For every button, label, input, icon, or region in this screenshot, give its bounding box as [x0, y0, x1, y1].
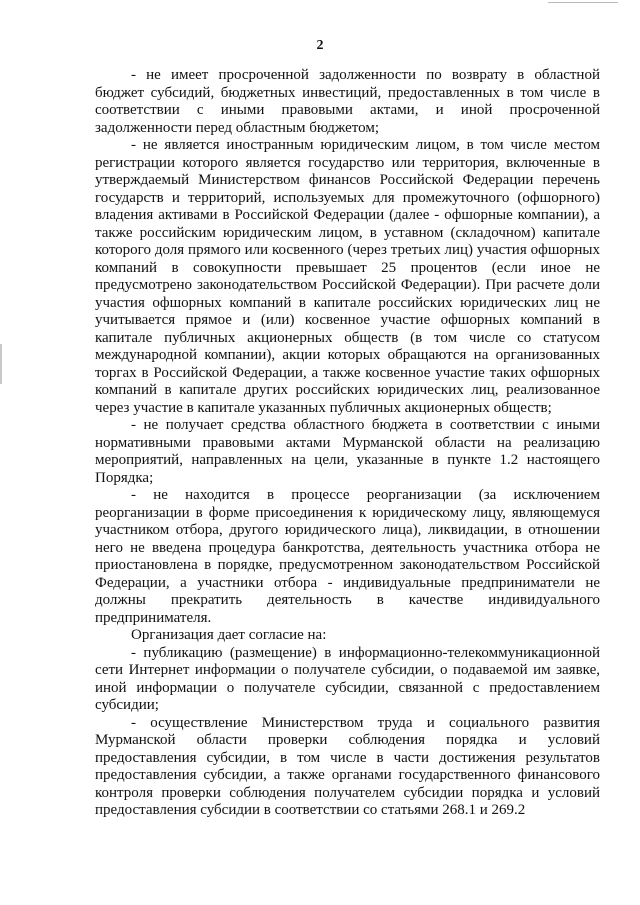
scan-margin-mark [0, 344, 2, 384]
paragraph-consent-intro: Организация дает согласие на: [131, 627, 327, 643]
paragraph-no-debt: - не имеет просроченной задолженности по возврату в областной бюджет субсидий, бюджетных инвестиций, предоставленных в том числе в соответствии с иными правовыми актами, и иной просроченной задолженности перед областным бюджетом; [95, 67, 600, 136]
paragraph-no-other-funds: - не получает средства областного бюджета в соответствии с иными нормативными правовыми актами Мурманской области на реализацию мероприятий, направленных на цели, указанные в пункте 1.2 настоящего Порядка; [95, 417, 600, 486]
paragraph-not-foreign-entity: - не является иностранным юридическим лицом, в том числе местом регистрации которого является государство или территория, включенные в утверждаемый Министерством финансов Российской Федерации перечень государств и территорий, используемых для промежуточного (офшорного) владения активами в Российской Федерации (далее - офшорные компании), а также российским юридическим лицом, в уставном (складочном) капитале которого доля прямого или косвенного (через третьих лиц) участия офшорных компаний в совокупности превышает 25 процентов (если иное не предусмотрено законодательством Российской Федерации). При расчете доли участия офшорных компаний в капитале российских юридических лиц не учитывается прямое и (или) косвенное участие офшорных компаний в капитале публичных акционерных обществ (в том числе со статусом международной компании), акции которых обращаются на организованных торгах в Российской Федерации, а также косвенное участие таких офшорных компаний в капитале других российских юридических лиц, реализованное через участие в капитале указанных публичных акционерных обществ; [95, 137, 600, 416]
paragraph-consent-inspection: - осуществление Министерством труда и социального развития Мурманской области проверки соблюдения порядка и условий предоставления субсидии, в том числе в части достижения результатов предоставления субсидии, а также органами государственного финансового контроля проверки соблюдения получателем субсидии порядка и условий предоставления субсидии в соответствии со статьями 268.1 и 269.2 [95, 714, 600, 818]
page-number: 2 [316, 38, 324, 53]
paragraph-not-reorganizing: - не находится в процессе реорганизации (за исключением реорганизации в форме присоединения к юридическому лицу, являющемуся участником отбора, другого юридического лица), ликвидации, в отношении него не введена процедура банкротства, деятельность участника отбора не приостановлена в порядке, предусмотренном законодательством Российской Федерации, а участники отбора - индивидуальные предприниматели не должны прекратить деятельность в качестве индивидуального предпринимателя. [95, 487, 600, 626]
document-body [95, 67, 600, 820]
top-rule [548, 2, 618, 3]
paragraph-consent-publication: - публикацию (размещение) в информационно-телекоммуникационной сети Интернет информации о получателе субсидии, о подаваемой им заявке, иной информации о получателе субсидии, связанной с предоставлением субсидии; [95, 644, 600, 713]
